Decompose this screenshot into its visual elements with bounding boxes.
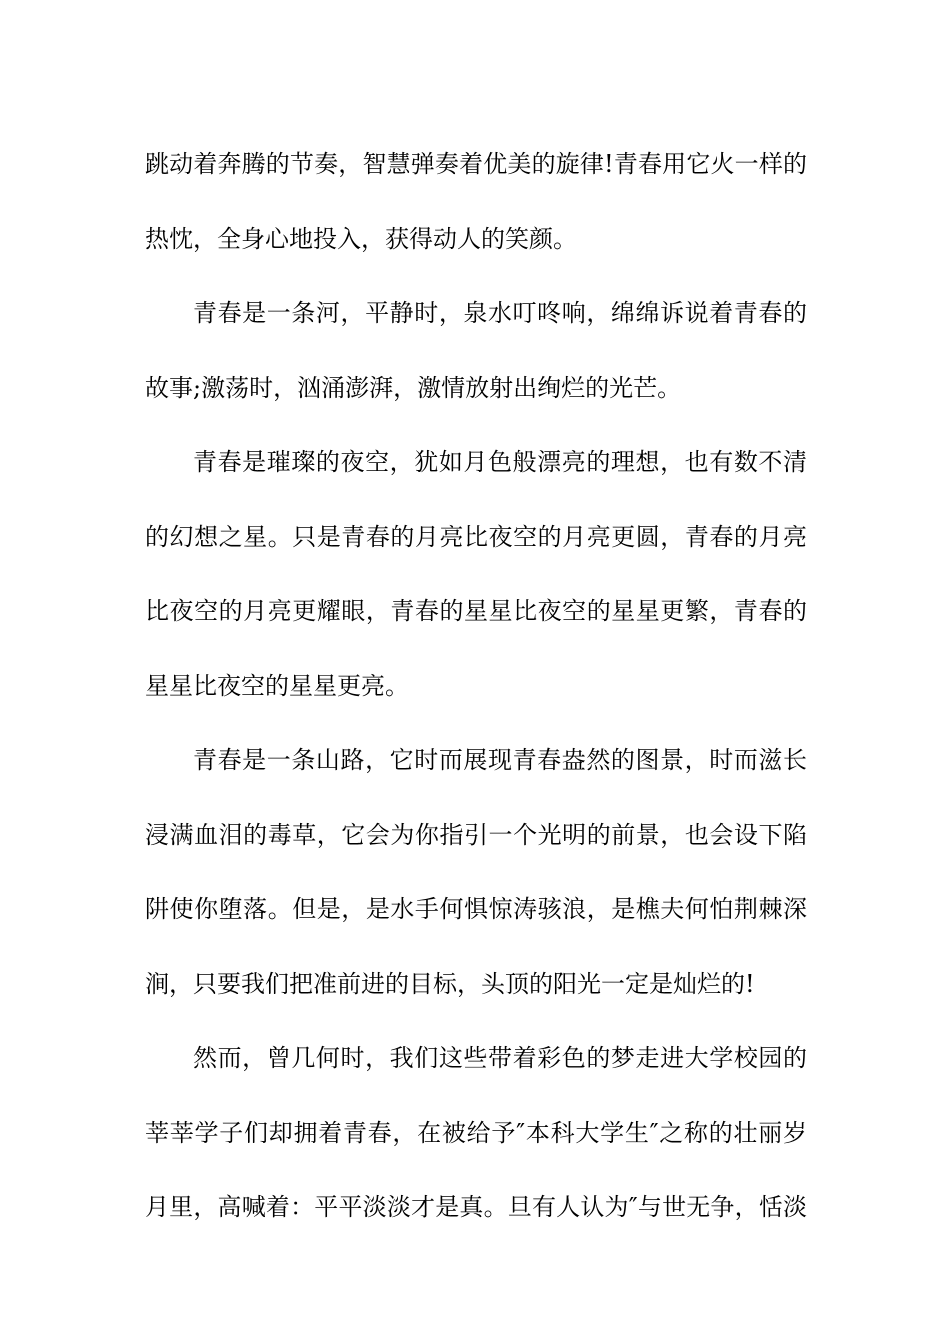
text-line: 比夜空的月亮更耀眼，青春的星星比夜空的星星更繁，青春的 bbox=[145, 597, 807, 625]
text-line: 涧，只要我们把准前进的目标，头顶的阳光一定是灿烂的! bbox=[145, 969, 755, 998]
text-line: 故事;激荡时，汹涌澎湃，激情放射出绚烂的光芒。 bbox=[145, 373, 682, 402]
paragraph-start-line: 青春是一条河，平静时，泉水叮咚响，绵绵诉说着青春的 bbox=[193, 299, 807, 327]
text-line: 跳动着奔腾的节奏，智慧弹奏着优美的旋律!青春用它火一样的 bbox=[145, 150, 807, 178]
text-line: 莘莘学子们却拥着青春，在被给予″本科大学生″之称的壮丽岁 bbox=[145, 1118, 807, 1147]
body-text bbox=[145, 127, 807, 1245]
text-line: 热忱，全身心地投入，获得动人的笑颜。 bbox=[145, 224, 577, 253]
paragraph-start-line: 青春是一条山路，它时而展现青春盎然的图景，时而滋长 bbox=[193, 746, 807, 774]
paragraph-start-line: 然而，曾几何时，我们这些带着彩色的梦走进大学校园的 bbox=[193, 1044, 807, 1072]
text-line: 阱使你堕落。但是，是水手何惧惊涛骇浪，是樵夫何怕荆棘深 bbox=[145, 895, 807, 923]
text-line: 月里，高喊着：平平淡淡才是真。旦有人认为″与世无争，恬淡 bbox=[145, 1193, 807, 1221]
text-line: 的幻想之星。只是青春的月亮比夜空的月亮更圆，青春的月亮 bbox=[145, 522, 807, 551]
text-line: 星星比夜空的星星更亮。 bbox=[145, 671, 409, 700]
paragraph-start-line: 青春是璀璨的夜空，犹如月色般漂亮的理想，也有数不清 bbox=[193, 448, 807, 476]
text-line: 浸满血泪的毒草，它会为你指引一个光明的前景，也会设下陷 bbox=[145, 820, 807, 849]
